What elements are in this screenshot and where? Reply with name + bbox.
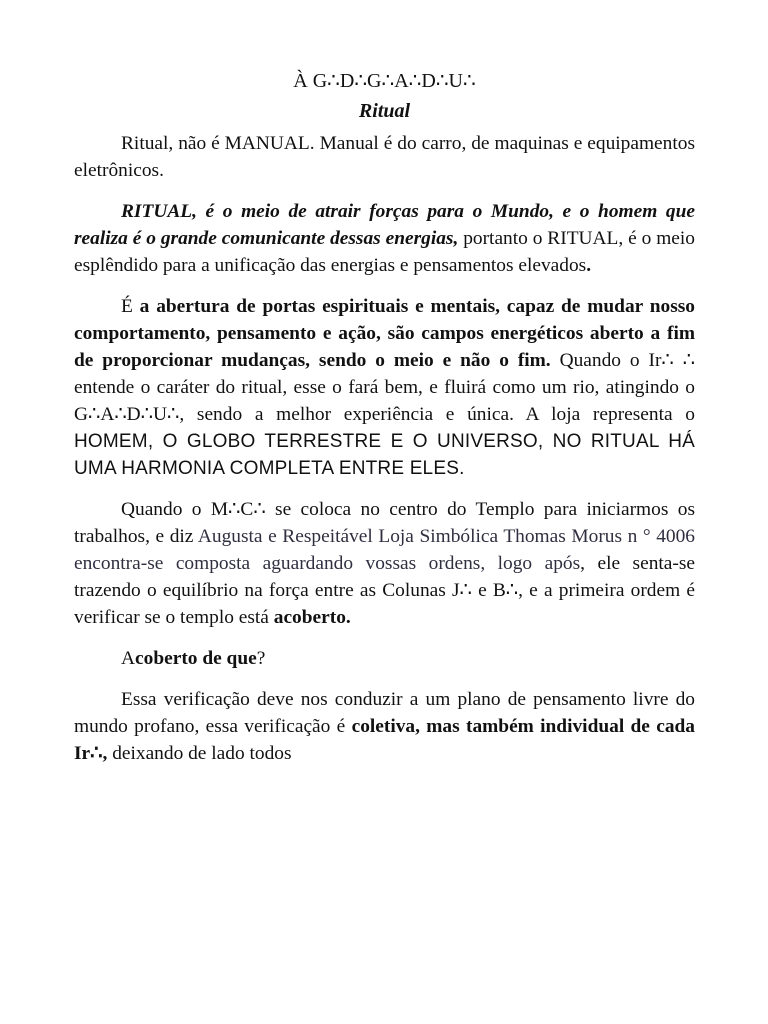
paragraph-4-text-1: Quando o M∴C∴ se coloca no centro do Templo para iniciarmos os trabalhos, e diz xyxy=(74,499,695,547)
paragraph-3-lead: É xyxy=(121,296,140,317)
section-title: Ritual xyxy=(358,100,411,122)
paragraph-6-bold: coletiva, mas também individual de cada Ir∴, xyxy=(74,716,696,764)
paragraph-2-period: . xyxy=(586,255,592,276)
paragraph-2-text: portanto o RITUAL, é o meio esplêndido para a unificação das energias e pensamentos elevados xyxy=(74,228,695,276)
paragraph-2 xyxy=(74,198,695,279)
paragraph-5-bold: coberto de que xyxy=(135,648,257,669)
paragraph-1-text: Ritual, não é MANUAL. Manual é do carro, de maquinas e equipamentos eletrônicos. xyxy=(74,133,695,181)
document-page xyxy=(74,66,695,781)
paragraph-4 xyxy=(74,496,695,631)
paragraph-6 xyxy=(74,686,695,767)
paragraph-5-lead: A xyxy=(121,648,136,669)
paragraph-3-caps: HOMEM, O GLOBO TERRESTRE E O UNIVERSO, NO RITUAL HÁ UMA HARMONIA COMPLETA ENTRE ELES. xyxy=(74,431,695,479)
paragraph-3-text: Quando o Ir∴ ∴ entende o caráter do ritual, esse o fará bem, e fluirá como um rio, atingindo o G∴A∴D∴U∴, sendo a melhor experiência e única. A loja representa o xyxy=(74,350,695,425)
paragraph-6-text-1: Essa verificação deve nos conduzir a um plano de pensamento livre do mundo profano, essa verificação é xyxy=(74,689,695,737)
paragraph-4-quote: Augusta e Respeitável Loja Simbólica Thomas Morus n ° 4006 encontra-se composta aguardando vossas ordens, logo após xyxy=(74,526,695,574)
paragraph-5-end: ? xyxy=(256,648,266,669)
paragraph-3 xyxy=(74,293,695,482)
paragraph-2-emphasis: RITUAL, é o meio de atrair forças para o Mundo, e o homem que realiza é o grande comunicante dessas energias, xyxy=(74,201,695,249)
paragraph-4-text-2: , ele senta-se trazendo o equilíbrio na força entre as Colunas J∴ e B∴, e a primeira ordem é verificar se o templo está xyxy=(74,553,695,628)
paragraph-1 xyxy=(74,130,695,184)
paragraph-6-text-2: deixando de lado todos xyxy=(107,743,292,764)
page-heading: À G∴D∴G∴A∴D∴U∴ xyxy=(293,70,476,92)
paragraph-5 xyxy=(74,645,695,672)
paragraph-3-bold: a abertura de portas espirituais e mentais, capaz de mudar nosso comportamento, pensamento e ação, são campos energéticos aberto a fim de proporcionar mudanças, sendo o meio e não o fim. xyxy=(74,296,695,371)
paragraph-4-bold: acoberto. xyxy=(273,607,351,628)
